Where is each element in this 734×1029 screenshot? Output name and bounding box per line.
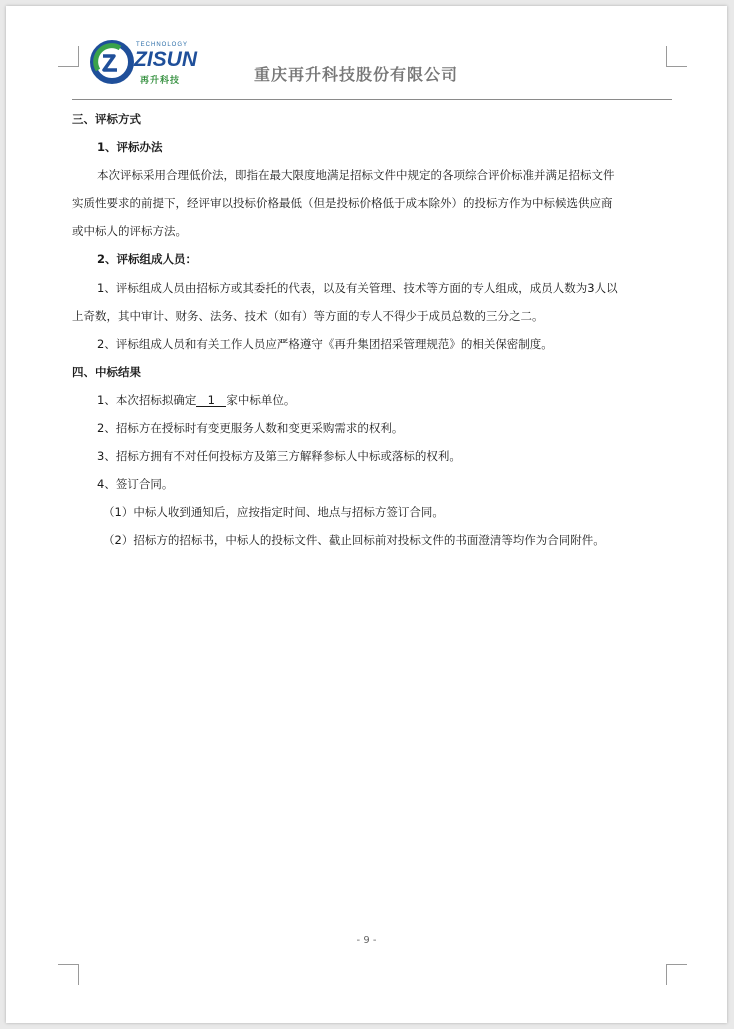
award-count-prefix: 1、本次招标拟确定 bbox=[97, 393, 197, 407]
award-count-line bbox=[97, 393, 295, 407]
award-count-suffix: 家中标单位。 bbox=[226, 393, 296, 407]
section-3-2-title: 2、评标组成人员： bbox=[97, 252, 198, 266]
paragraph-line: （2）招标方的招标书，中标人的投标文件、截止回标前对投标文件的书面澄清等均作为合同附件。 bbox=[103, 533, 605, 547]
section-4-title: 四、中标结果 bbox=[72, 365, 141, 379]
paragraph-line: 或中标人的评标方法。 bbox=[72, 224, 187, 238]
paragraph-line: （1）中标人收到通知后，应按指定时间、地点与招标方签订合同。 bbox=[103, 505, 444, 519]
award-count-value: 1 bbox=[196, 394, 226, 407]
paragraph-line: 实质性要求的前提下，经评审以投标价格最低（但是投标价格低于成本除外）的投标方作为中标候选供应商 bbox=[72, 196, 613, 210]
paragraph-line: 3、招标方拥有不对任何投标方及第三方解释参标人中标或落标的权利。 bbox=[97, 449, 461, 463]
section-3-1-title: 1、评标办法 bbox=[97, 140, 163, 154]
page-number: - 9 - bbox=[356, 935, 377, 946]
paragraph-line: 4、签订合同。 bbox=[97, 477, 174, 491]
logo-wordmark: ZISUN bbox=[134, 48, 197, 71]
corner-mark-bottom-right bbox=[666, 964, 687, 985]
paragraph-line: 2、招标方在授标时有变更服务人数和变更采购需求的权利。 bbox=[97, 421, 404, 435]
logo-chinese-name: 再升科技 bbox=[140, 76, 181, 86]
paragraph-line: 2、评标组成人员和有关工作人员应严格遵守《再升集团招采管理规范》的相关保密制度。 bbox=[97, 337, 553, 351]
paragraph-line: 上奇数，其中审计、财务、法务、技术（如有）等方面的专人不得少于成员总数的三分之二。 bbox=[72, 309, 544, 323]
document-body bbox=[6, 6, 727, 906]
paragraph-line: 1、评标组成人员由招标方或其委托的代表，以及有关管理、技术等方面的专人组成，成员人数为3人以 bbox=[97, 281, 618, 295]
paragraph-line: 本次评标采用合理低价法，即指在最大限度地满足招标文件中规定的各项综合评价标准并满足招标文件 bbox=[97, 168, 615, 182]
corner-mark-bottom-left bbox=[58, 964, 79, 985]
section-3-title: 三、评标方式 bbox=[72, 112, 141, 126]
logo-technology-text: TECHNOLOGY bbox=[136, 42, 189, 48]
company-name: 重庆再升科技股份有限公司 bbox=[254, 65, 459, 84]
document-page bbox=[6, 6, 727, 1023]
